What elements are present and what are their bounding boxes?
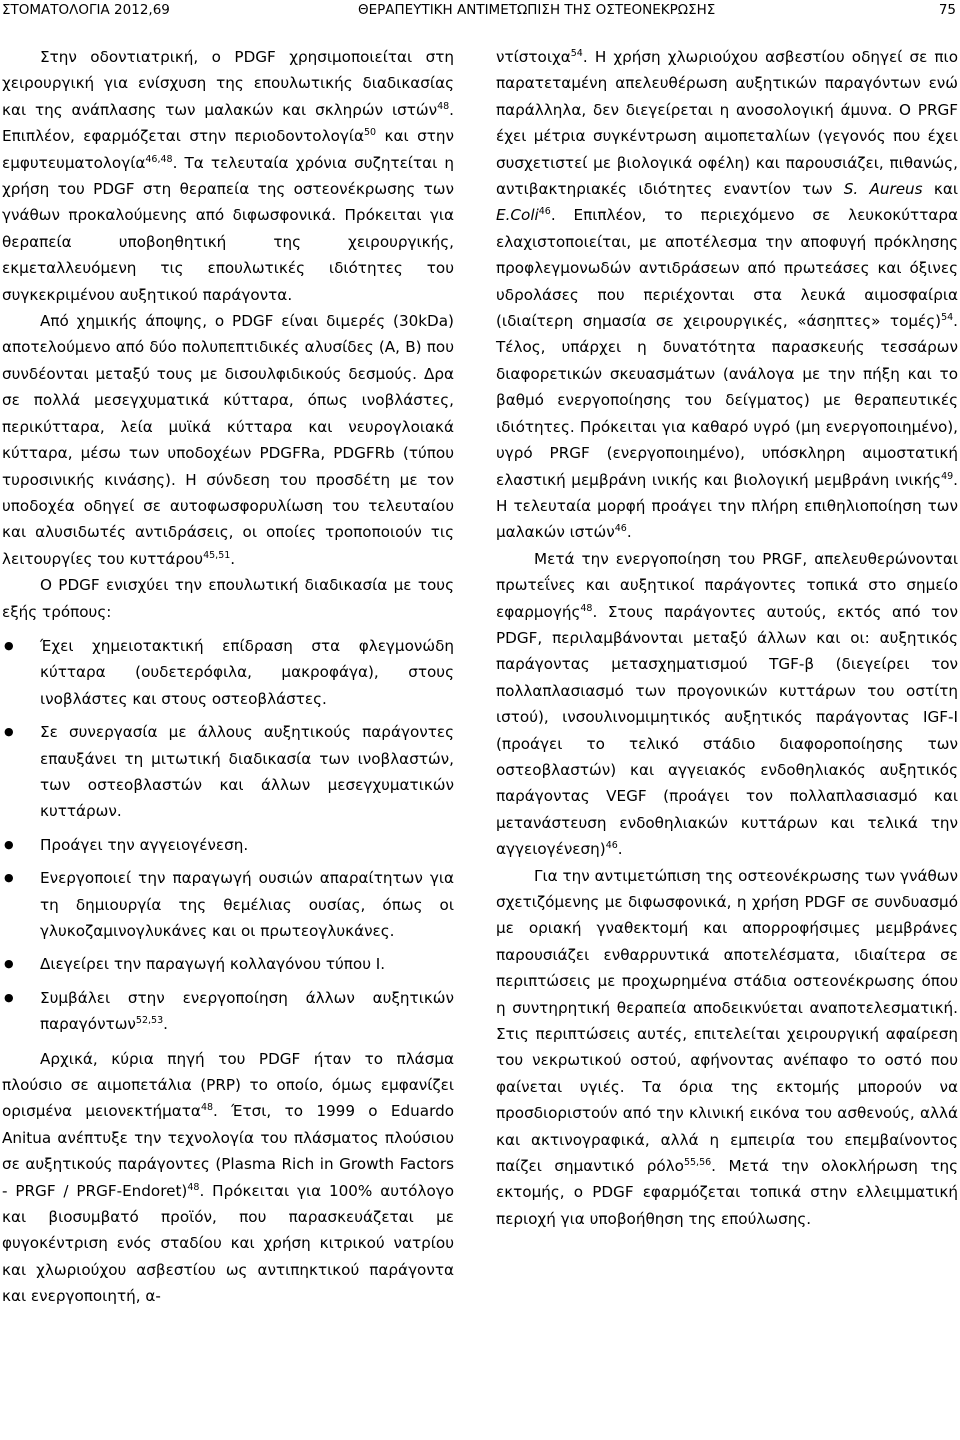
paragraph-prgf-properties: ντίστοιχα$^{54}$. Η χρήση χλωριούχου ασβεστίου οδηγεί σε πιο παρατεταμένη απελευθέρωση αυξητικών παραγόντων ενώ παράλληλα, δεν διεγείρεται η ανοσολογική άμυνα. Ο PRGF έχει μέτρια συγκέντρωση αιμοπεταλίων (γεγονός που έχει συσχετιστεί με βιολογικά οφέλη) και παρουσιάζει, πιθανώς, αντιβακτηριακές ιδιότητες εναντίον των S. Aureus και E.Coli$^{46}$. Επιπλέον, το περιεχόμενο σε λευκοκύτταρα ελαχιστοποιείται, με αποτέλεσμα την αποφυγή πρόκλησης προφλεγμονωδών αντιδράσεων από πρωτεάσες και όξινες υδρολάσες που περιέχονται στα λευκά αιμοσφαίρια (ιδιαίτερη σημασία σε χειρουργικές, «άσηπτες» τομές)$^{54}$. Τέλος, υπάρχει η δυνατότητα παρασκευής τεσσάρων διαφορετικών σκευασμάτων (ανάλογα με την πήξη και το βαθμό ενεργοποίησης του δείγματος) με θεραπευτικές ιδιότητες. Πρόκειται για καθαρό υγρό (μη ενεργοποιημένο), υγρό PRGF (ενεργοποιημένο), υπόσκληρη αιμοστατική ελαστική μεμβράνη ινικής και βιολογική μεμβράνη ινικής$^{49}$. Η τελευταία μορφή προάγει την πλήρη επιθηλιοποίηση των μαλακών ιστών$^{46}$. [496, 47, 958, 542]
citation-ref: 52,53 [135, 1015, 164, 1027]
citation-ref: 46 [605, 840, 618, 852]
citation-ref: 46 [538, 206, 551, 218]
species-name: S. Aureus [843, 180, 923, 199]
running-header [0, 0, 960, 22]
citation-ref: 48 [580, 602, 593, 614]
citation-ref: 49 [941, 470, 954, 482]
left-column [2, 44, 454, 1310]
species-name: E.Coli [496, 206, 539, 225]
paragraph-pdgf-chemistry: Από χημικής άποψης, ο PDGF είναι διμερές (30kDa) αποτελούμενο από δύο πολυπεπτιδικές αλυσίδες (Α, Β) που συνδέονται μεταξύ τους με δισουλφιδικούς δεσμούς. Δρα σε πολλά μεσεγχυματικά κύτταρα, όπως ινοβλάστες, περικύτταρα, λεία μυϊκά κύτταρα και νευρογλοιακά κύτταρα, μέσω των υποδοχέων PDGFRa, PDGFRb (τύπου τυροσινικής κινάσης). Η σύνδεση του προσδέτη με τον υποδοχέα οδηγεί σε αυτοφωσφορυλίωση του τελευταίου και αλυσιδωτές αντιδράσεις, οι οποίες τροποποιούν τις λειτουργίες του κυττάρου$^{45,51}$. [2, 312, 454, 568]
list-item: ● Προάγει την αγγειογένεση. [2, 832, 454, 858]
citation-ref: 55,56 [683, 1157, 712, 1168]
citation-ref: 48 [437, 100, 450, 112]
right-column [496, 44, 958, 1232]
list-item: ● Συμβάλει στην ενεργοποίηση άλλων αυξητικών παραγόντων$^{52,53}$. [2, 985, 454, 1038]
citation-ref: 46,48 [145, 153, 173, 165]
citation-ref: 45,51 [203, 549, 231, 561]
citation-ref: 54 [941, 312, 954, 323]
paragraph-osteonecrosis-treatment: Για την αντιμετώπιση της οστεονέκρωσης των γνάθων σχετιζόμενης με διφωσφονικά, η χρήση PDGF σε συνδυασμό με οριακή γναθεκτομή και απορροφήσιμες μεμβράνες παρουσιάζει ενθαρρυντικά αποτελέσματα, ιδιαίτερα σε περιπτώσεις με προχωρημένα στάδια οστεονέκρωσης όπου η συντηρητική θεραπεία αποδεικνύεται αναποτελεσματική. Στις περιπτώσεις αυτές, επιτελείται χειρουργική αφαίρεση του νεκρωτικού οστού, αφήνοντας ανέπαφο το οστό που φαίνεται υγιές. Τα όρια της εκτομής μπορούν να προσδιοριστούν από την κλινική εικόνα του ασθενούς, αλλά και ακτινογραφικά, αλλά η εμπειρία του επεμβαίνοντος παίζει σημαντικό ρόλο$^{55,56}$. Μετά την ολοκλήρωση της εκτομής, ο PDGF εφαρμόζεται τοπικά στην ελλειμματική περιοχή για υποβοήθηση της επούλωσης. [496, 866, 958, 1228]
journal-citation: ΣΤΟΜΑΤΟΛΟΓΙΑ 2012,69 [2, 2, 170, 18]
article-running-title: ΘΕΡΑΠΕΥΤΙΚΗ ΑΝΤΙΜΕΤΩΠΙΣΗ ΤΗΣ ΟΣΤΕΟΝΕΚΡΩΣΗΣ [358, 2, 716, 18]
paragraph-growth-factors: Μετά την ενεργοποίηση του PRGF, απελευθερώνονται πρωτεΐνες και αυξητικοί παράγοντες τοπικά στο σημείο εφαρμογής$^{48}$. Στους παράγοντες αυτούς, εκτός από τον PDGF, περιλαμβάνονται μεταξύ άλλων και οι: αυξητικός παράγοντας μετασχηματισμού TGF-β (διεγείρει τον πολλαπλασιασμό των προγονικών κυττάρων του οστίτη ιστού), ινσουλινομιμητικός αυξητικός παράγοντας IGF-I (προάγει το τελικό στάδιο διαφοροποίησης των οστεοβλαστών) και αγγειακός ενδοθηλιακός αυξητικός παράγοντας VEGF (προάγει τον πολλαπλασιασμό και μετανάστευση ενδοθηλιακών κυττάρων και τελικά την αγγειογένεση)$^{46}$. [496, 549, 958, 859]
citation-ref: 46 [614, 523, 627, 535]
citation-ref: 54 [570, 47, 583, 59]
list-item: ● Έχει χημειοτακτική επίδραση στα φλεγμονώδη κύτταρα (ουδετερόφιλα, μακροφάγα), στους ινοβλάστες και στους οστεοβλάστες. [2, 633, 454, 712]
citation-ref: 48 [187, 1181, 200, 1193]
paragraph-pdgf-dentistry: Στην οδοντιατρική, ο PDGF χρησιμοποιείται στη χειρουργική για ενίσχυση της επουλωτικής διαδικασίας και της ανάπλασης των μαλακών και σκληρών ιστών$^{48}$. Επιπλέον, εφαρμόζεται στην περιοδοντολογία$^{50}$ και στην εμφυτευματολογία$^{46,48}$. Τα τελευταία χρόνια συζητείται η χρήση του PDGF στη θεραπεία της οστεονέκρωσης των γνάθων προκαλούμενης από διφωσφονικά. Πρόκειται για θεραπεία υποβοηθητική της χειρουργικής, εκμεταλλευόμενη τις επουλωτικές ιδιότητες του συγκεκριμένου αυξητικού παράγοντα. [2, 48, 454, 304]
healing-mechanisms-list [2, 633, 454, 1038]
paragraph-healing-intro: Ο PDGF ενισχύει την επουλωτική διαδικασία με τους εξής τρόπους: [2, 576, 454, 621]
list-item: ● Διεγείρει την παραγωγή κολλαγόνου τύπου Ι. [2, 951, 454, 977]
paragraph-prp-prgf: Αρχικά, κύρια πηγή του PDGF ήταν το πλάσμα πλούσιο σε αιμοπετάλια (PRP) το οποίο, όμως εμφανίζει ορισμένα μειονεκτήματα$^{48}$. Έτσι, το 1999 ο Eduardo Anitua ανέπτυξε την τεχνολογία του πλάσματος πλούσιου σε αυξητικούς παράγοντες (Plasma Rich in Growth Factors - PRGF / PRGF-Endoret)$^{48}$. Πρόκειται για 100% αυτόλογο και βιοσυμβατό προϊόν, που παρασκευάζεται με φυγοκέντριση ενός σταδίου και χρήση κιτρικού νατρίου και χλωριούχου ασβεστίου ως αντιπηκτικού παράγοντα και ενεργοποιητή, α- [2, 1049, 455, 1306]
citation-ref: 48 [200, 1102, 214, 1114]
list-item: ● Ενεργοποιεί την παραγωγή ουσιών απαραίτητων για τη δημιουργία της θεμέλιας ουσίας, όπως οι γλυκοζαμινογλυκάνες και οι πρωτεογλυκάνες. [2, 865, 454, 944]
citation-ref: 50 [364, 127, 377, 139]
page-number: 75 [938, 2, 956, 18]
list-item: ● Σε συνεργασία με άλλους αυξητικούς παράγοντες επαυξάνει τη μιτωτική διαδικασία των ινοβλαστών, των οστεοβλαστών και άλλων μεσεγχυματικών κυττάρων. [2, 719, 454, 825]
